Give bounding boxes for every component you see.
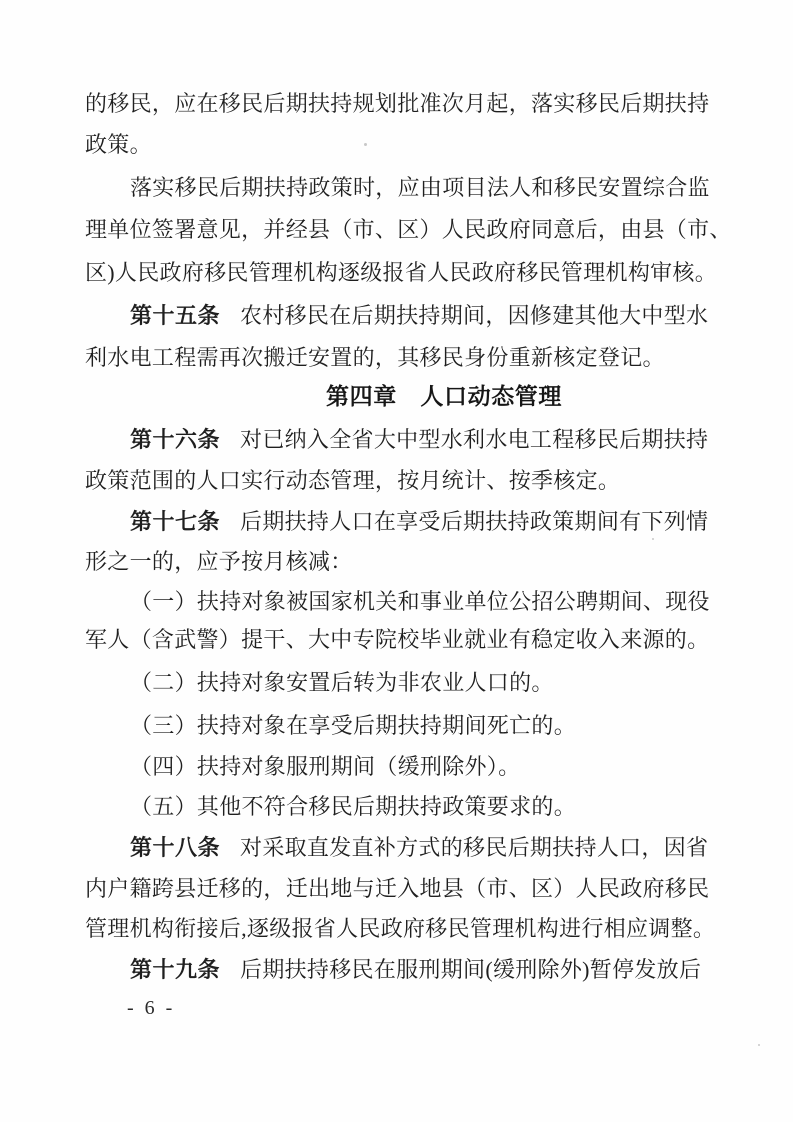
body-line: 的移民，应在移民后期扶持规划批准次月起，落实移民后期扶持 — [85, 91, 710, 116]
article-16-opening-line — [130, 428, 708, 452]
body-line: 政策范围的人口实行动态管理，按月统计、按季核定。 — [85, 468, 621, 493]
list-item-3-line: （三）扶持对象在享受后期扶持期间死亡的。 — [130, 713, 577, 738]
chapter-heading: 第四章 人口动态管理 — [326, 383, 562, 409]
list-item-2-line: （二）扶持对象安置后转为非农业人口的。 — [130, 670, 554, 695]
scan-speck — [758, 1044, 760, 1046]
paragraph-start-line: 落实移民后期扶持政策时，应由项目法人和移民安置综合监 — [130, 175, 710, 200]
article-17-opening-line — [130, 510, 708, 534]
article-19-opening-line — [130, 958, 701, 982]
article-18-text: 对采取直发直补方式的移民后期扶持人口，因省 — [240, 835, 709, 860]
list-item-4-line: （四）扶持对象服刑期间（缓刑除外）。 — [130, 754, 521, 779]
body-line: 理单位签署意见，并经县（市、区）人民政府同意后，由县（市、 — [85, 217, 732, 242]
page-number: - 6 - — [127, 997, 176, 1019]
article-18-number: 第十八条 — [130, 835, 221, 860]
article-17-number: 第十七条 — [130, 509, 221, 534]
article-17-text: 后期扶持人口在享受后期扶持政策期间有下列情 — [240, 509, 709, 534]
scan-speck — [652, 538, 654, 540]
body-line: 利水电工程需再次搬迁安置的，其移民身份重新核定登记。 — [85, 345, 665, 370]
article-16-text: 对已纳入全省大中型水利水电工程移民后期扶持 — [240, 427, 709, 452]
body-line: 形之一的，应予按月核减： — [85, 549, 353, 574]
body-line: 内户籍跨县迁移的，迁出地与迁入地县（市、区）人民政府移民 — [85, 876, 710, 901]
body-line: 区)人民政府移民管理机构逐级报省人民政府移民管理机构审核。 — [85, 260, 718, 285]
article-19-text: 后期扶持移民在服刑期间(缓刑除外)暂停发放后 — [240, 957, 702, 982]
list-item-1-line: （一）扶持对象被国家机关和事业单位公招公聘期间、现役 — [130, 589, 710, 614]
article-15-number: 第十五条 — [130, 303, 221, 328]
article-19-number: 第十九条 — [130, 957, 221, 982]
list-item-5-line: （五）其他不符合移民后期扶持政策要求的。 — [130, 794, 577, 819]
scan-speck — [364, 143, 367, 146]
article-15-opening-line — [130, 304, 708, 328]
article-16-number: 第十六条 — [130, 427, 221, 452]
body-line: 军人（含武警）提干、大中专院校毕业就业有稳定收入来源的。 — [85, 627, 710, 652]
article-18-opening-line — [130, 836, 708, 860]
article-15-text: 农村移民在后期扶持期间，因修建其他大中型水 — [240, 303, 709, 328]
body-line: 管理机构衔接后,逐级报省人民政府移民管理机构进行相应调整。 — [85, 916, 716, 941]
body-line: 政策。 — [85, 132, 152, 157]
